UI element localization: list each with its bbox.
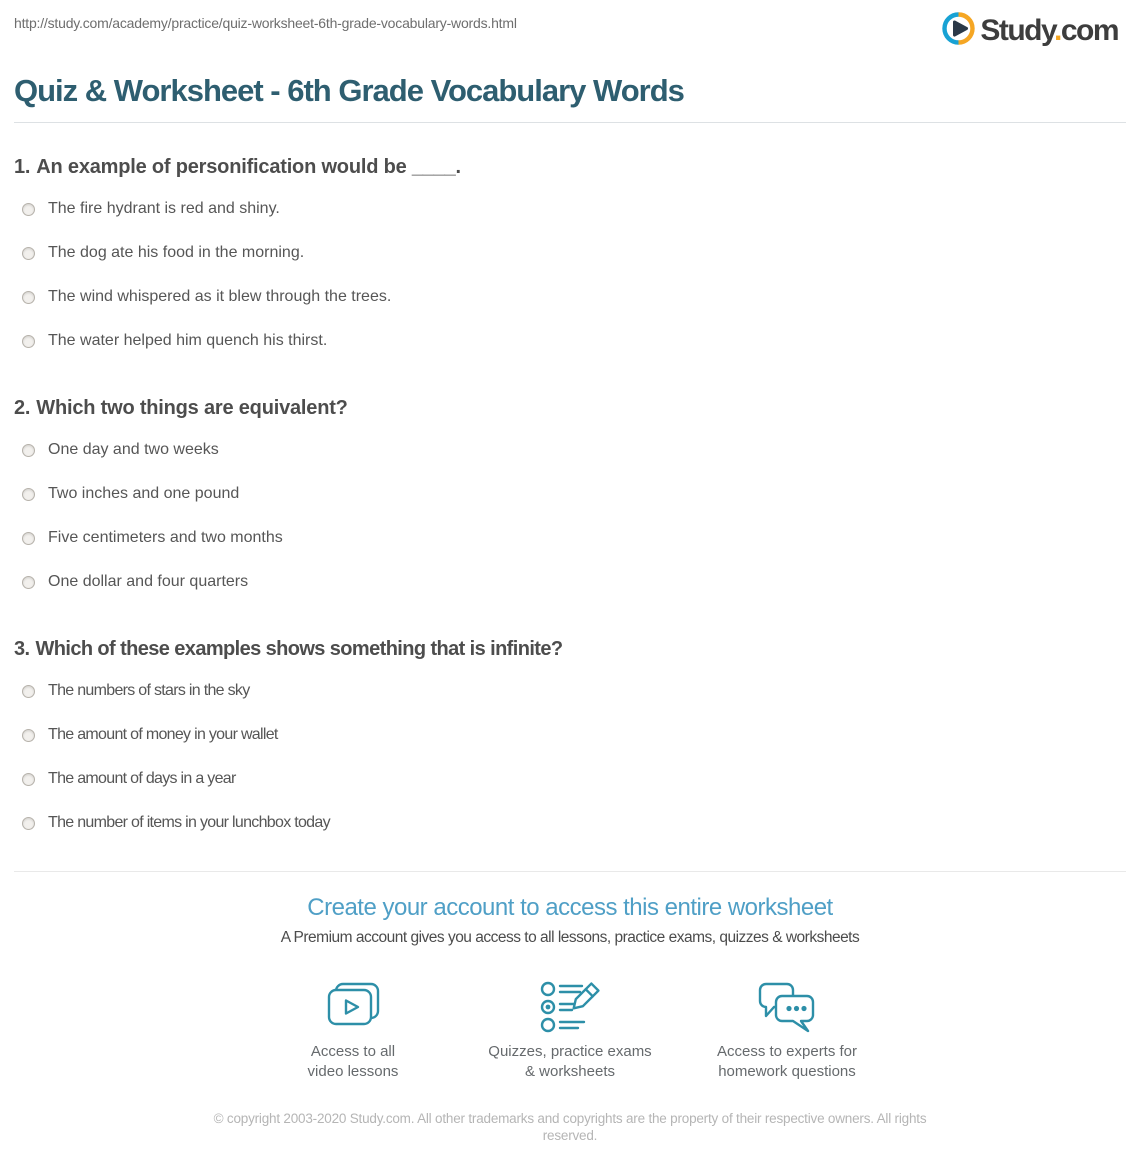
answer-option-label: The numbers of stars in the sky (48, 682, 250, 699)
study-logo-text (980, 15, 1118, 47)
copyright-text: © copyright 2003-2020 Study.com. All other trademarks and copyrights are the property of their respective owners. All rights reserved. (213, 1111, 927, 1143)
answer-option-label: The number of items in your lunchbox today (48, 814, 330, 831)
page-title: Quiz & Worksheet - 6th Grade Vocabulary Words (14, 73, 684, 108)
answer-option[interactable] (14, 560, 1126, 604)
divider (14, 122, 1126, 123)
answer-option-label: The dog ate his food in the morning. (48, 244, 305, 261)
answer-option[interactable] (14, 713, 1126, 757)
question-heading (14, 638, 1126, 661)
logo-com: com (1060, 14, 1118, 47)
radio-button[interactable] (22, 335, 35, 348)
answer-options (14, 187, 1126, 363)
radio-button[interactable] (22, 203, 35, 216)
radio-button[interactable] (22, 247, 35, 260)
answer-option[interactable] (14, 669, 1126, 713)
radio-button[interactable] (22, 685, 35, 698)
answer-option-label: The wind whispered as it blew through the trees. (48, 288, 392, 305)
answer-options (14, 428, 1126, 604)
page-header (14, 0, 1126, 48)
feature-label (717, 1042, 857, 1082)
chat-experts-icon (755, 980, 819, 1036)
question-text: Which two things are equivalent? (36, 397, 348, 419)
radio-button[interactable] (22, 576, 35, 589)
answer-option-label: Two inches and one pound (48, 485, 240, 502)
question-number: 2. (14, 397, 31, 419)
question-number: 1. (14, 156, 31, 178)
feature-video-lessons (245, 980, 462, 1082)
study-logo[interactable] (942, 12, 1118, 50)
account-heading: Create your account to access this entire worksheet (307, 894, 833, 921)
radio-button[interactable] (22, 729, 35, 742)
feature-label-line2: video lessons (307, 1063, 399, 1080)
page-url: http://study.com/academy/practice/quiz-worksheet-6th-grade-vocabulary-words.html (14, 15, 517, 31)
answer-option-label: One day and two weeks (48, 441, 219, 458)
question-heading (14, 397, 1126, 420)
play-logo-icon (942, 12, 975, 50)
question-block-3 (14, 638, 1126, 845)
answer-option-label: One dollar and four quarters (48, 573, 249, 590)
answer-option[interactable] (14, 319, 1126, 363)
answer-option-label: Five centimeters and two months (48, 529, 283, 546)
video-lessons-icon (321, 980, 385, 1036)
answer-option[interactable] (14, 231, 1126, 275)
answer-option-label: The amount of days in a year (48, 770, 236, 787)
answer-option[interactable] (14, 428, 1126, 472)
radio-button[interactable] (22, 773, 35, 786)
feature-label (308, 1042, 399, 1082)
feature-list (14, 980, 1126, 1082)
question-heading (14, 156, 1126, 179)
question-block-2 (14, 397, 1126, 604)
answer-option-label: The fire hydrant is red and shiny. (48, 200, 280, 217)
answer-options (14, 669, 1126, 845)
question-text: An example of personification would be ____. (36, 156, 461, 178)
logo-study: Study (980, 14, 1054, 47)
answer-option[interactable] (14, 187, 1126, 231)
radio-button[interactable] (22, 488, 35, 501)
feature-label-line1: Access to all (310, 1043, 396, 1060)
question-block-1 (14, 156, 1126, 363)
question-number: 3. (14, 638, 30, 660)
answer-option[interactable] (14, 516, 1126, 560)
question-text: Which of these examples shows something that is infinite? (35, 638, 563, 660)
radio-button[interactable] (22, 291, 35, 304)
quizzes-worksheets-icon (538, 980, 602, 1036)
page-footer (14, 1110, 1126, 1145)
logo-dot: . (1053, 14, 1061, 47)
answer-option[interactable] (14, 472, 1126, 516)
answer-option-label: The water helped him quench his thirst. (48, 332, 328, 349)
answer-option[interactable] (14, 757, 1126, 801)
feature-label-line1: Quizzes, practice exams (488, 1043, 652, 1060)
account-promo (14, 893, 1126, 1082)
feature-label-line1: Access to experts for (716, 1043, 858, 1060)
feature-label-line2: homework questions (718, 1063, 856, 1080)
feature-label-line2: & worksheets (524, 1063, 616, 1080)
answer-option[interactable] (14, 275, 1126, 319)
account-subheading: A Premium account gives you access to all lessons, practice exams, quizzes & worksheets (280, 929, 860, 946)
answer-option[interactable] (14, 801, 1126, 845)
radio-button[interactable] (22, 444, 35, 457)
feature-homework-experts (679, 980, 896, 1082)
feature-label (488, 1042, 651, 1082)
feature-quizzes-worksheets (462, 980, 679, 1082)
answer-option-label: The amount of money in your wallet (48, 726, 278, 743)
radio-button[interactable] (22, 817, 35, 830)
radio-button[interactable] (22, 532, 35, 545)
divider (14, 871, 1126, 872)
